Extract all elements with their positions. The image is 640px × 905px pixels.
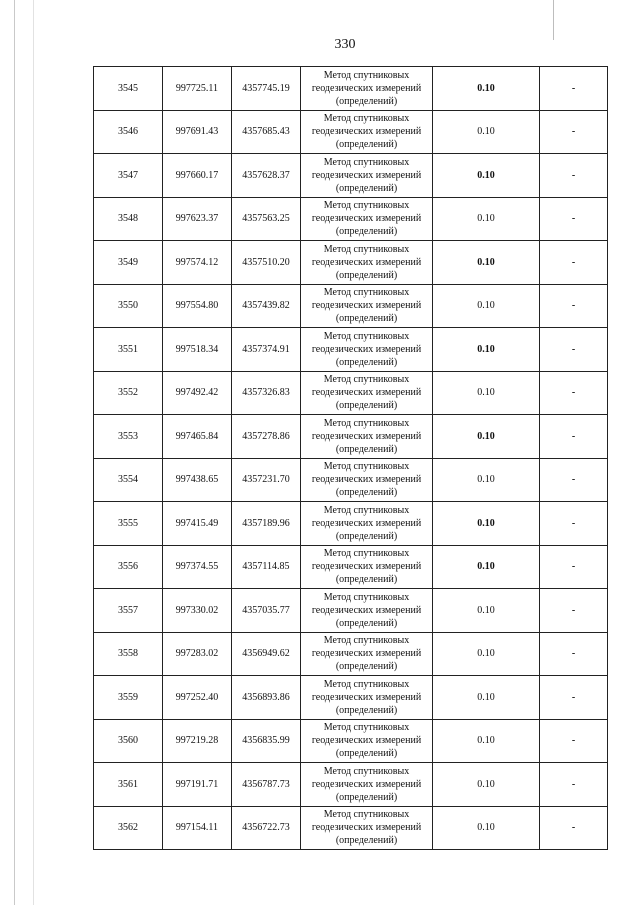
point-number-cell: 3555 (94, 502, 163, 546)
table-row (94, 632, 608, 676)
note-cell: - (540, 241, 608, 285)
table-row (94, 806, 608, 850)
table-row (94, 284, 608, 328)
x-coordinate-cell: 997374.55 (163, 545, 232, 589)
method-line: геодезических измерений (311, 430, 422, 442)
method-line: геодезических измерений (311, 648, 422, 660)
method-line: (определений) (335, 182, 398, 194)
method-line: (определений) (335, 661, 398, 673)
method-line: (определений) (335, 704, 398, 716)
accuracy-cell: 0.10 (433, 328, 540, 372)
x-coordinate-cell: 997330.02 (163, 589, 232, 633)
method-line: Метод спутниковых (323, 722, 410, 734)
y-coordinate-cell: 4357439.82 (232, 284, 301, 328)
note-cell: - (540, 719, 608, 763)
method-line: геодезических измерений (311, 213, 422, 225)
accuracy-cell: 0.10 (433, 502, 540, 546)
method-line: Метод спутниковых (323, 243, 410, 255)
method-line: Метод спутниковых (323, 200, 410, 212)
accuracy-cell: 0.10 (433, 719, 540, 763)
method-line: Метод спутниковых (323, 548, 410, 560)
x-coordinate-cell: 997191.71 (163, 763, 232, 807)
method-line: Метод спутниковых (323, 156, 410, 168)
y-coordinate-cell: 4357563.25 (232, 197, 301, 241)
method-line: геодезических измерений (311, 691, 422, 703)
method-line: (определений) (335, 835, 398, 847)
y-coordinate-cell: 4357231.70 (232, 458, 301, 502)
method-line: (определений) (335, 574, 398, 586)
y-coordinate-cell: 4356787.73 (232, 763, 301, 807)
note-cell: - (540, 763, 608, 807)
accuracy-cell: 0.10 (433, 632, 540, 676)
method-cell (301, 67, 433, 111)
table-row (94, 197, 608, 241)
y-coordinate-cell: 4356835.99 (232, 719, 301, 763)
table-row (94, 328, 608, 372)
x-coordinate-cell: 997660.17 (163, 154, 232, 198)
accuracy-cell: 0.10 (433, 197, 540, 241)
point-number-cell: 3559 (94, 676, 163, 720)
method-line: геодезических измерений (311, 126, 422, 138)
y-coordinate-cell: 4356949.62 (232, 632, 301, 676)
x-coordinate-cell: 997283.02 (163, 632, 232, 676)
x-coordinate-cell: 997725.11 (163, 67, 232, 111)
method-line: Метод спутниковых (323, 287, 410, 299)
method-line: (определений) (335, 269, 398, 281)
method-line: (определений) (335, 95, 398, 107)
method-line: (определений) (335, 400, 398, 412)
x-coordinate-cell: 997518.34 (163, 328, 232, 372)
method-cell (301, 806, 433, 850)
method-cell (301, 719, 433, 763)
method-cell (301, 676, 433, 720)
note-cell: - (540, 284, 608, 328)
method-cell (301, 415, 433, 459)
note-cell: - (540, 545, 608, 589)
x-coordinate-cell: 997154.11 (163, 806, 232, 850)
method-cell (301, 502, 433, 546)
x-coordinate-cell: 997438.65 (163, 458, 232, 502)
accuracy-cell: 0.10 (433, 110, 540, 154)
method-line: геодезических измерений (311, 474, 422, 486)
method-line: Метод спутниковых (323, 461, 410, 473)
method-line: (определений) (335, 139, 398, 151)
method-line: Метод спутниковых (323, 504, 410, 516)
point-number-cell: 3548 (94, 197, 163, 241)
method-cell (301, 763, 433, 807)
method-line: (определений) (335, 791, 398, 803)
method-line: геодезических измерений (311, 517, 422, 529)
method-line: (определений) (335, 226, 398, 238)
x-coordinate-cell: 997574.12 (163, 241, 232, 285)
x-coordinate-cell: 997415.49 (163, 502, 232, 546)
method-line: геодезических измерений (311, 169, 422, 181)
note-cell: - (540, 67, 608, 111)
method-cell (301, 632, 433, 676)
table-row (94, 502, 608, 546)
x-coordinate-cell: 997219.28 (163, 719, 232, 763)
note-cell: - (540, 589, 608, 633)
point-number-cell: 3549 (94, 241, 163, 285)
method-line: геодезических измерений (311, 735, 422, 747)
y-coordinate-cell: 4357745.19 (232, 67, 301, 111)
method-line: геодезических измерений (311, 256, 422, 268)
note-cell: - (540, 154, 608, 198)
table-row (94, 676, 608, 720)
accuracy-cell: 0.10 (433, 241, 540, 285)
coordinates-table (93, 66, 608, 850)
accuracy-cell: 0.10 (433, 545, 540, 589)
method-line: (определений) (335, 617, 398, 629)
method-line: геодезических измерений (311, 604, 422, 616)
accuracy-cell: 0.10 (433, 763, 540, 807)
x-coordinate-cell: 997252.40 (163, 676, 232, 720)
point-number-cell: 3546 (94, 110, 163, 154)
note-cell: - (540, 415, 608, 459)
table-row (94, 545, 608, 589)
table-row (94, 110, 608, 154)
x-coordinate-cell: 997554.80 (163, 284, 232, 328)
note-cell: - (540, 676, 608, 720)
accuracy-cell: 0.10 (433, 589, 540, 633)
note-cell: - (540, 110, 608, 154)
method-cell (301, 241, 433, 285)
accuracy-cell: 0.10 (433, 284, 540, 328)
method-line: (определений) (335, 487, 398, 499)
method-line: (определений) (335, 313, 398, 325)
method-cell (301, 371, 433, 415)
method-line: Метод спутниковых (323, 591, 410, 603)
accuracy-cell: 0.10 (433, 676, 540, 720)
y-coordinate-cell: 4357685.43 (232, 110, 301, 154)
method-cell (301, 328, 433, 372)
method-cell (301, 110, 433, 154)
method-line: Метод спутниковых (323, 417, 410, 429)
accuracy-cell: 0.10 (433, 67, 540, 111)
table-row (94, 371, 608, 415)
x-coordinate-cell: 997465.84 (163, 415, 232, 459)
point-number-cell: 3558 (94, 632, 163, 676)
method-line: (определений) (335, 443, 398, 455)
point-number-cell: 3560 (94, 719, 163, 763)
point-number-cell: 3557 (94, 589, 163, 633)
note-cell: - (540, 632, 608, 676)
y-coordinate-cell: 4357326.83 (232, 371, 301, 415)
method-line: (определений) (335, 748, 398, 760)
method-cell (301, 589, 433, 633)
y-coordinate-cell: 4356893.86 (232, 676, 301, 720)
note-cell: - (540, 371, 608, 415)
y-coordinate-cell: 4357114.85 (232, 545, 301, 589)
method-line: Метод спутниковых (323, 330, 410, 342)
method-line: Метод спутниковых (323, 809, 410, 821)
table-row (94, 154, 608, 198)
y-coordinate-cell: 4357510.20 (232, 241, 301, 285)
point-number-cell: 3554 (94, 458, 163, 502)
method-line: геодезических измерений (311, 343, 422, 355)
y-coordinate-cell: 4357374.91 (232, 328, 301, 372)
method-line: Метод спутниковых (323, 678, 410, 690)
method-line: Метод спутниковых (323, 69, 410, 81)
method-line: Метод спутниковых (323, 113, 410, 125)
table-row (94, 67, 608, 111)
method-cell (301, 545, 433, 589)
method-line: геодезических измерений (311, 300, 422, 312)
note-cell: - (540, 328, 608, 372)
note-cell: - (540, 458, 608, 502)
point-number-cell: 3552 (94, 371, 163, 415)
point-number-cell: 3562 (94, 806, 163, 850)
method-cell (301, 284, 433, 328)
point-number-cell: 3556 (94, 545, 163, 589)
point-number-cell: 3561 (94, 763, 163, 807)
y-coordinate-cell: 4357035.77 (232, 589, 301, 633)
scan-artifact-left-2 (33, 0, 34, 905)
point-number-cell: 3553 (94, 415, 163, 459)
method-line: Метод спутниковых (323, 765, 410, 777)
method-line: Метод спутниковых (323, 374, 410, 386)
x-coordinate-cell: 997492.42 (163, 371, 232, 415)
method-line: геодезических измерений (311, 387, 422, 399)
method-cell (301, 197, 433, 241)
note-cell: - (540, 502, 608, 546)
method-cell (301, 154, 433, 198)
accuracy-cell: 0.10 (433, 806, 540, 850)
table-row (94, 589, 608, 633)
method-cell (301, 458, 433, 502)
method-line: геодезических измерений (311, 82, 422, 94)
point-number-cell: 3550 (94, 284, 163, 328)
method-line: (определений) (335, 530, 398, 542)
method-line: геодезических измерений (311, 822, 422, 834)
accuracy-cell: 0.10 (433, 154, 540, 198)
y-coordinate-cell: 4356722.73 (232, 806, 301, 850)
accuracy-cell: 0.10 (433, 415, 540, 459)
note-cell: - (540, 197, 608, 241)
method-line: геодезических измерений (311, 778, 422, 790)
table-row (94, 763, 608, 807)
point-number-cell: 3551 (94, 328, 163, 372)
table-row (94, 458, 608, 502)
table-row (94, 415, 608, 459)
table-row (94, 241, 608, 285)
page-number: 330 (334, 37, 356, 52)
x-coordinate-cell: 997691.43 (163, 110, 232, 154)
accuracy-cell: 0.10 (433, 458, 540, 502)
method-line: Метод спутниковых (323, 635, 410, 647)
table-row (94, 719, 608, 763)
note-cell: - (540, 806, 608, 850)
method-line: геодезических измерений (311, 561, 422, 573)
point-number-cell: 3547 (94, 154, 163, 198)
point-number-cell: 3545 (94, 67, 163, 111)
scan-artifact-right (553, 0, 554, 40)
method-line: (определений) (335, 356, 398, 368)
x-coordinate-cell: 997623.37 (163, 197, 232, 241)
accuracy-cell: 0.10 (433, 371, 540, 415)
y-coordinate-cell: 4357628.37 (232, 154, 301, 198)
scan-artifact-left (14, 0, 15, 905)
y-coordinate-cell: 4357189.96 (232, 502, 301, 546)
y-coordinate-cell: 4357278.86 (232, 415, 301, 459)
